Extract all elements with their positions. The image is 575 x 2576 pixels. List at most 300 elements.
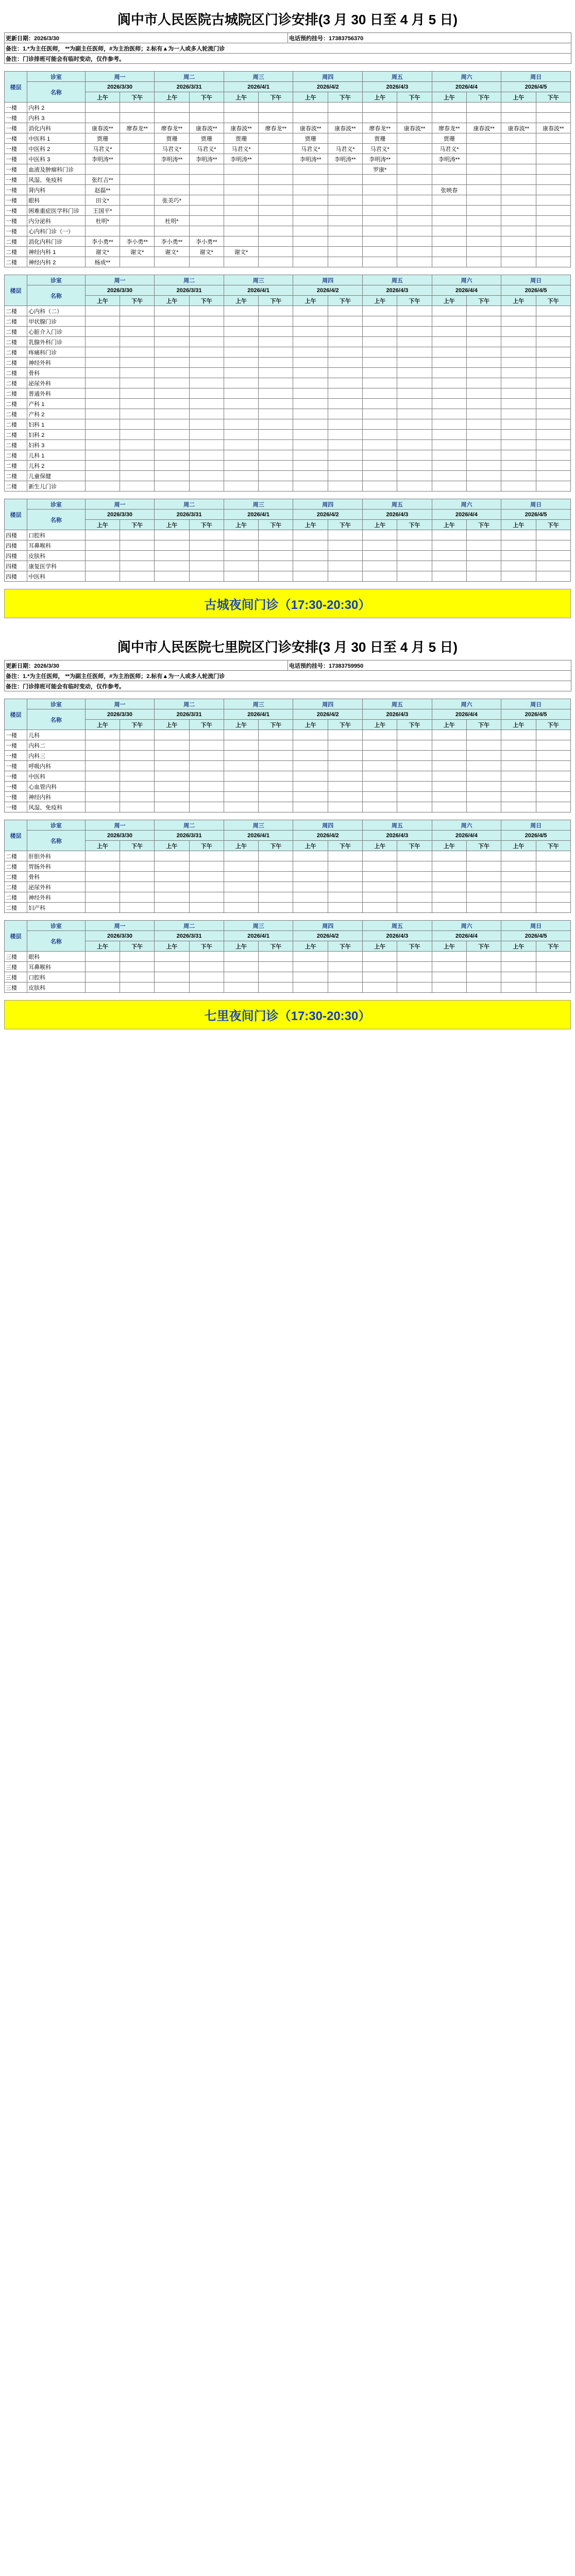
doctor-cell	[189, 175, 224, 185]
doctor-cell	[536, 530, 570, 540]
doctor-cell	[328, 540, 362, 551]
header-am: 上午	[85, 296, 120, 306]
doctor-cell	[189, 792, 224, 802]
doctor-cell	[259, 450, 293, 461]
header-pm: 下午	[397, 296, 432, 306]
doctor-cell	[120, 185, 154, 195]
doctor-cell	[328, 761, 362, 771]
header-date: 2026/3/30	[85, 709, 155, 720]
floor-cell: 一楼	[5, 175, 27, 185]
doctor-cell	[85, 358, 120, 368]
doctor-cell	[189, 972, 224, 982]
header-day: 周五	[363, 275, 432, 285]
floor-cell: 一楼	[5, 164, 27, 175]
doctor-cell	[432, 851, 466, 861]
doctor-cell	[363, 236, 397, 247]
doctor-cell	[155, 337, 189, 347]
doctor-cell	[363, 972, 397, 982]
doctor-cell	[328, 440, 362, 450]
doctor-cell	[466, 164, 501, 175]
doctor-cell	[189, 740, 224, 751]
doctor-cell: 贾珊	[189, 133, 224, 144]
doctor-cell	[536, 419, 570, 430]
schedule-row	[5, 903, 571, 913]
doctor-cell	[536, 185, 570, 195]
doctor-cell	[397, 972, 432, 982]
dept-cell: 风湿、免疫科	[27, 175, 86, 185]
doctor-cell	[293, 399, 328, 409]
dept-cell: 神经外科	[27, 358, 86, 368]
doctor-cell	[536, 103, 570, 113]
doctor-cell	[328, 802, 362, 812]
header-date: 2026/4/5	[501, 510, 571, 520]
doctor-cell	[155, 972, 189, 982]
doctor-cell	[363, 802, 397, 812]
header-pm: 下午	[466, 841, 501, 851]
doctor-cell	[501, 751, 536, 761]
doctor-cell	[189, 368, 224, 378]
dept-cell: 儿科 2	[27, 461, 86, 471]
doctor-cell	[293, 972, 328, 982]
doctor-cell	[432, 358, 466, 368]
doctor-cell	[155, 368, 189, 378]
header-days-row	[5, 499, 571, 510]
doctor-cell	[328, 164, 362, 175]
doctor-cell	[363, 409, 397, 419]
doctor-cell	[259, 257, 293, 267]
doctor-cell	[501, 982, 536, 993]
header-date: 2026/4/3	[363, 931, 432, 941]
floor-cell: 二楼	[5, 892, 27, 903]
doctor-cell	[466, 327, 501, 337]
header-am: 上午	[224, 841, 258, 851]
doctor-cell	[120, 740, 154, 751]
floor-cell: 三楼	[5, 952, 27, 962]
dept-cell: 血液及肿瘤科门诊	[27, 164, 86, 175]
header-pm: 下午	[259, 296, 293, 306]
doctor-cell	[120, 206, 154, 216]
doctor-cell	[293, 802, 328, 812]
schedule-row	[5, 802, 571, 812]
doctor-cell	[466, 216, 501, 226]
doctor-cell	[466, 730, 501, 740]
doctor-cell	[397, 419, 432, 430]
doctor-cell	[501, 316, 536, 327]
doctor-cell	[536, 327, 570, 337]
doctor-cell	[536, 378, 570, 388]
doctor-cell	[224, 952, 258, 962]
header-day: 周六	[432, 72, 501, 82]
doctor-cell	[536, 316, 570, 327]
header-date: 2026/4/2	[293, 285, 363, 296]
doctor-cell	[120, 571, 154, 582]
doctor-cell	[432, 378, 466, 388]
doctor-cell	[293, 175, 328, 185]
doctor-cell	[155, 851, 189, 861]
dept-cell: 中医科	[27, 771, 86, 782]
doctor-cell	[466, 154, 501, 164]
doctor-cell	[155, 185, 189, 195]
header-am: 上午	[293, 720, 328, 730]
schedule-row	[5, 175, 571, 185]
header-dates-row	[5, 82, 571, 92]
doctor-cell	[189, 450, 224, 461]
doctor-cell: 廖春龙**	[259, 123, 293, 133]
doctor-cell	[259, 792, 293, 802]
header-am: 上午	[85, 720, 120, 730]
header-pm: 下午	[259, 520, 293, 530]
doctor-cell	[328, 347, 362, 358]
floor-cell: 二楼	[5, 316, 27, 327]
doctor-cell	[466, 185, 501, 195]
doctor-cell	[501, 409, 536, 419]
doctor-cell	[155, 430, 189, 440]
doctor-cell	[189, 551, 224, 561]
doctor-cell	[432, 103, 466, 113]
header-floor: 楼层	[5, 499, 27, 530]
floor-cell: 一楼	[5, 133, 27, 144]
doctor-cell	[501, 388, 536, 399]
doctor-cell	[120, 409, 154, 419]
doctor-cell	[466, 257, 501, 267]
doctor-cell	[432, 962, 466, 972]
doctor-cell	[432, 802, 466, 812]
header-day: 周四	[293, 499, 363, 510]
doctor-cell: 王国平*	[85, 206, 120, 216]
doctor-cell	[328, 782, 362, 792]
schedule-row	[5, 751, 571, 761]
doctor-cell	[189, 461, 224, 471]
header-am: 上午	[155, 296, 189, 306]
doctor-cell	[397, 226, 432, 236]
doctor-cell	[363, 316, 397, 327]
doctor-cell	[466, 306, 501, 316]
doctor-cell	[363, 903, 397, 913]
header-date: 2026/3/30	[85, 285, 155, 296]
doctor-cell	[120, 761, 154, 771]
doctor-cell: 马君义*	[224, 144, 258, 154]
doctor-cell: 廖春龙**	[432, 123, 466, 133]
doctor-cell	[432, 771, 466, 782]
doctor-cell	[432, 226, 466, 236]
header-pm: 下午	[259, 92, 293, 103]
doctor-cell	[155, 861, 189, 872]
doctor-cell	[363, 952, 397, 962]
doctor-cell	[155, 164, 189, 175]
floor-cell: 二楼	[5, 450, 27, 461]
doctor-cell	[85, 347, 120, 358]
doctor-cell	[536, 481, 570, 492]
doctor-cell	[536, 154, 570, 164]
doctor-cell	[120, 419, 154, 430]
doctor-cell	[85, 103, 120, 113]
header-am: 上午	[501, 841, 536, 851]
doctor-cell	[397, 388, 432, 399]
header-date: 2026/4/1	[224, 831, 293, 841]
doctor-cell	[466, 540, 501, 551]
doctor-cell	[293, 471, 328, 481]
doctor-cell	[536, 751, 570, 761]
header-date: 2026/4/1	[224, 931, 293, 941]
doctor-cell	[155, 257, 189, 267]
schedule-row	[5, 851, 571, 861]
header-pm: 下午	[536, 941, 570, 952]
doctor-cell	[328, 327, 362, 337]
doctor-cell: 贾珊	[155, 133, 189, 144]
doctor-cell	[536, 195, 570, 206]
doctor-cell	[155, 540, 189, 551]
doctor-cell: 马君义*	[155, 144, 189, 154]
doctor-cell	[259, 388, 293, 399]
header-am: 上午	[501, 92, 536, 103]
doctor-cell	[85, 571, 120, 582]
doctor-cell	[120, 388, 154, 399]
schedule-row	[5, 154, 571, 164]
header-day: 周二	[155, 820, 224, 831]
doctor-cell	[259, 337, 293, 347]
doctor-cell	[85, 164, 120, 175]
doctor-cell	[501, 113, 536, 123]
doctor-cell	[293, 358, 328, 368]
doctor-cell	[536, 952, 570, 962]
doctor-cell	[363, 771, 397, 782]
doctor-cell	[259, 761, 293, 771]
doctor-cell	[501, 419, 536, 430]
doctor-cell	[155, 419, 189, 430]
floor-cell: 四楼	[5, 530, 27, 540]
doctor-cell	[536, 133, 570, 144]
doctor-cell	[85, 316, 120, 327]
doctor-cell	[397, 771, 432, 782]
doctor-cell	[155, 440, 189, 450]
doctor-cell	[328, 481, 362, 492]
doctor-cell	[328, 216, 362, 226]
doctor-cell	[536, 892, 570, 903]
header-days-row	[5, 699, 571, 709]
dept-cell: 肝胆外科	[27, 851, 86, 861]
doctor-cell	[259, 730, 293, 740]
doctor-cell	[466, 399, 501, 409]
doctor-cell	[189, 216, 224, 226]
doctor-cell	[85, 481, 120, 492]
doctor-cell	[397, 551, 432, 561]
schedule-row	[5, 952, 571, 962]
dept-cell: 内分泌科	[27, 216, 86, 226]
doctor-cell: 贾珊	[432, 133, 466, 144]
header-pm: 下午	[328, 841, 362, 851]
doctor-cell	[189, 430, 224, 440]
doctor-cell	[363, 450, 397, 461]
doctor-cell	[189, 419, 224, 430]
doctor-cell	[501, 144, 536, 154]
schedule-row	[5, 771, 571, 782]
doctor-cell	[259, 861, 293, 872]
doctor-cell	[189, 751, 224, 761]
doctor-cell	[155, 327, 189, 337]
doctor-cell	[259, 247, 293, 257]
doctor-cell	[363, 388, 397, 399]
doctor-cell	[501, 195, 536, 206]
doctor-cell	[85, 771, 120, 782]
doctor-cell	[397, 782, 432, 792]
schedule-row	[5, 306, 571, 316]
doctor-cell	[363, 481, 397, 492]
meta-table	[4, 32, 571, 64]
doctor-cell	[189, 540, 224, 551]
doctor-cell	[189, 257, 224, 267]
doctor-cell	[85, 419, 120, 430]
header-floor: 楼层	[5, 72, 27, 103]
doctor-cell	[155, 481, 189, 492]
doctor-cell	[120, 972, 154, 982]
doctor-cell	[363, 872, 397, 882]
night-clinic-banner: 古城夜间门诊（17:30-20:30）	[4, 589, 571, 618]
doctor-cell	[397, 103, 432, 113]
doctor-cell	[259, 236, 293, 247]
doctor-cell	[501, 358, 536, 368]
doctor-cell	[293, 982, 328, 993]
doctor-cell	[432, 730, 466, 740]
doctor-cell	[328, 962, 362, 972]
schedule-row	[5, 226, 571, 236]
header-dept-top: 诊室	[27, 72, 86, 82]
schedule-row	[5, 551, 571, 561]
doctor-cell	[85, 982, 120, 993]
doctor-cell	[120, 306, 154, 316]
doctor-cell	[501, 561, 536, 571]
doctor-cell	[328, 337, 362, 347]
dept-cell: 甲状腺门诊	[27, 316, 86, 327]
doctor-cell: 廖春龙**	[363, 123, 397, 133]
header-day: 周六	[432, 921, 501, 931]
doctor-cell	[501, 730, 536, 740]
doctor-cell	[224, 226, 258, 236]
doctor-cell: 廖春龙**	[155, 123, 189, 133]
doctor-cell: 杨成**	[85, 257, 120, 267]
doctor-cell	[259, 872, 293, 882]
doctor-cell: 马君义*	[363, 144, 397, 154]
doctor-cell	[85, 972, 120, 982]
header-pm: 下午	[397, 92, 432, 103]
doctor-cell	[363, 378, 397, 388]
doctor-cell	[189, 481, 224, 492]
doctor-cell	[501, 872, 536, 882]
doctor-cell	[120, 195, 154, 206]
doctor-cell	[189, 306, 224, 316]
doctor-cell	[466, 195, 501, 206]
schedule-table	[4, 920, 571, 993]
doctor-cell	[432, 175, 466, 185]
doctor-cell	[363, 851, 397, 861]
header-date: 2026/4/4	[432, 831, 501, 841]
doctor-cell	[363, 892, 397, 903]
doctor-cell	[536, 551, 570, 561]
doctor-cell	[224, 175, 258, 185]
header-date: 2026/4/5	[501, 82, 571, 92]
floor-cell: 二楼	[5, 399, 27, 409]
doctor-cell	[466, 206, 501, 216]
doctor-cell	[293, 761, 328, 771]
doctor-cell	[501, 571, 536, 582]
doctor-cell	[328, 471, 362, 481]
doctor-cell	[501, 440, 536, 450]
doctor-cell: 李小勇**	[155, 236, 189, 247]
doctor-cell	[328, 113, 362, 123]
doctor-cell	[466, 368, 501, 378]
floor-cell: 二楼	[5, 903, 27, 913]
doctor-cell	[224, 257, 258, 267]
header-pm: 下午	[259, 720, 293, 730]
doctor-cell	[328, 872, 362, 882]
header-day: 周六	[432, 699, 501, 709]
header-am: 上午	[155, 720, 189, 730]
doctor-cell	[536, 730, 570, 740]
doctor-cell	[501, 882, 536, 892]
schedule-row	[5, 337, 571, 347]
doctor-cell	[224, 792, 258, 802]
meta-table	[4, 660, 571, 691]
doctor-cell	[85, 802, 120, 812]
schedule-row	[5, 730, 571, 740]
doctor-cell	[536, 962, 570, 972]
doctor-cell: 谢文*	[189, 247, 224, 257]
doctor-cell	[189, 378, 224, 388]
doctor-cell	[397, 164, 432, 175]
header-day: 周四	[293, 699, 363, 709]
doctor-cell	[189, 440, 224, 450]
doctor-cell	[224, 113, 258, 123]
header-date: 2026/4/4	[432, 82, 501, 92]
doctor-cell	[259, 440, 293, 450]
header-pm: 下午	[120, 520, 154, 530]
header-dept: 名称	[27, 931, 86, 952]
doctor-cell	[259, 530, 293, 540]
doctor-cell: 贾珊	[363, 133, 397, 144]
floor-cell: 二楼	[5, 419, 27, 430]
dept-cell: 耳鼻喉科	[27, 540, 86, 551]
doctor-cell	[328, 409, 362, 419]
doctor-cell	[259, 481, 293, 492]
schedule-row	[5, 982, 571, 993]
dept-cell: 内科三	[27, 751, 86, 761]
dept-cell: 消化内科	[27, 123, 86, 133]
doctor-cell	[536, 461, 570, 471]
doctor-cell	[432, 195, 466, 206]
night-clinic-banner: 七里夜间门诊（17:30-20:30）	[4, 1000, 571, 1029]
doctor-cell	[363, 740, 397, 751]
floor-cell: 四楼	[5, 540, 27, 551]
floor-cell: 四楼	[5, 571, 27, 582]
doctor-cell	[328, 450, 362, 461]
dept-cell: 中医科 2	[27, 144, 86, 154]
doctor-cell	[189, 358, 224, 368]
doctor-cell	[85, 730, 120, 740]
doctor-cell	[501, 185, 536, 195]
doctor-cell	[189, 337, 224, 347]
doctor-cell	[536, 792, 570, 802]
dept-cell: 骨科	[27, 872, 86, 882]
doctor-cell	[363, 730, 397, 740]
doctor-cell	[466, 751, 501, 761]
doctor-cell	[466, 247, 501, 257]
doctor-cell	[155, 551, 189, 561]
floor-cell: 二楼	[5, 306, 27, 316]
doctor-cell	[155, 113, 189, 123]
header-date: 2026/4/4	[432, 709, 501, 720]
doctor-cell	[328, 740, 362, 751]
floor-cell: 一楼	[5, 113, 27, 123]
doctor-cell	[536, 761, 570, 771]
